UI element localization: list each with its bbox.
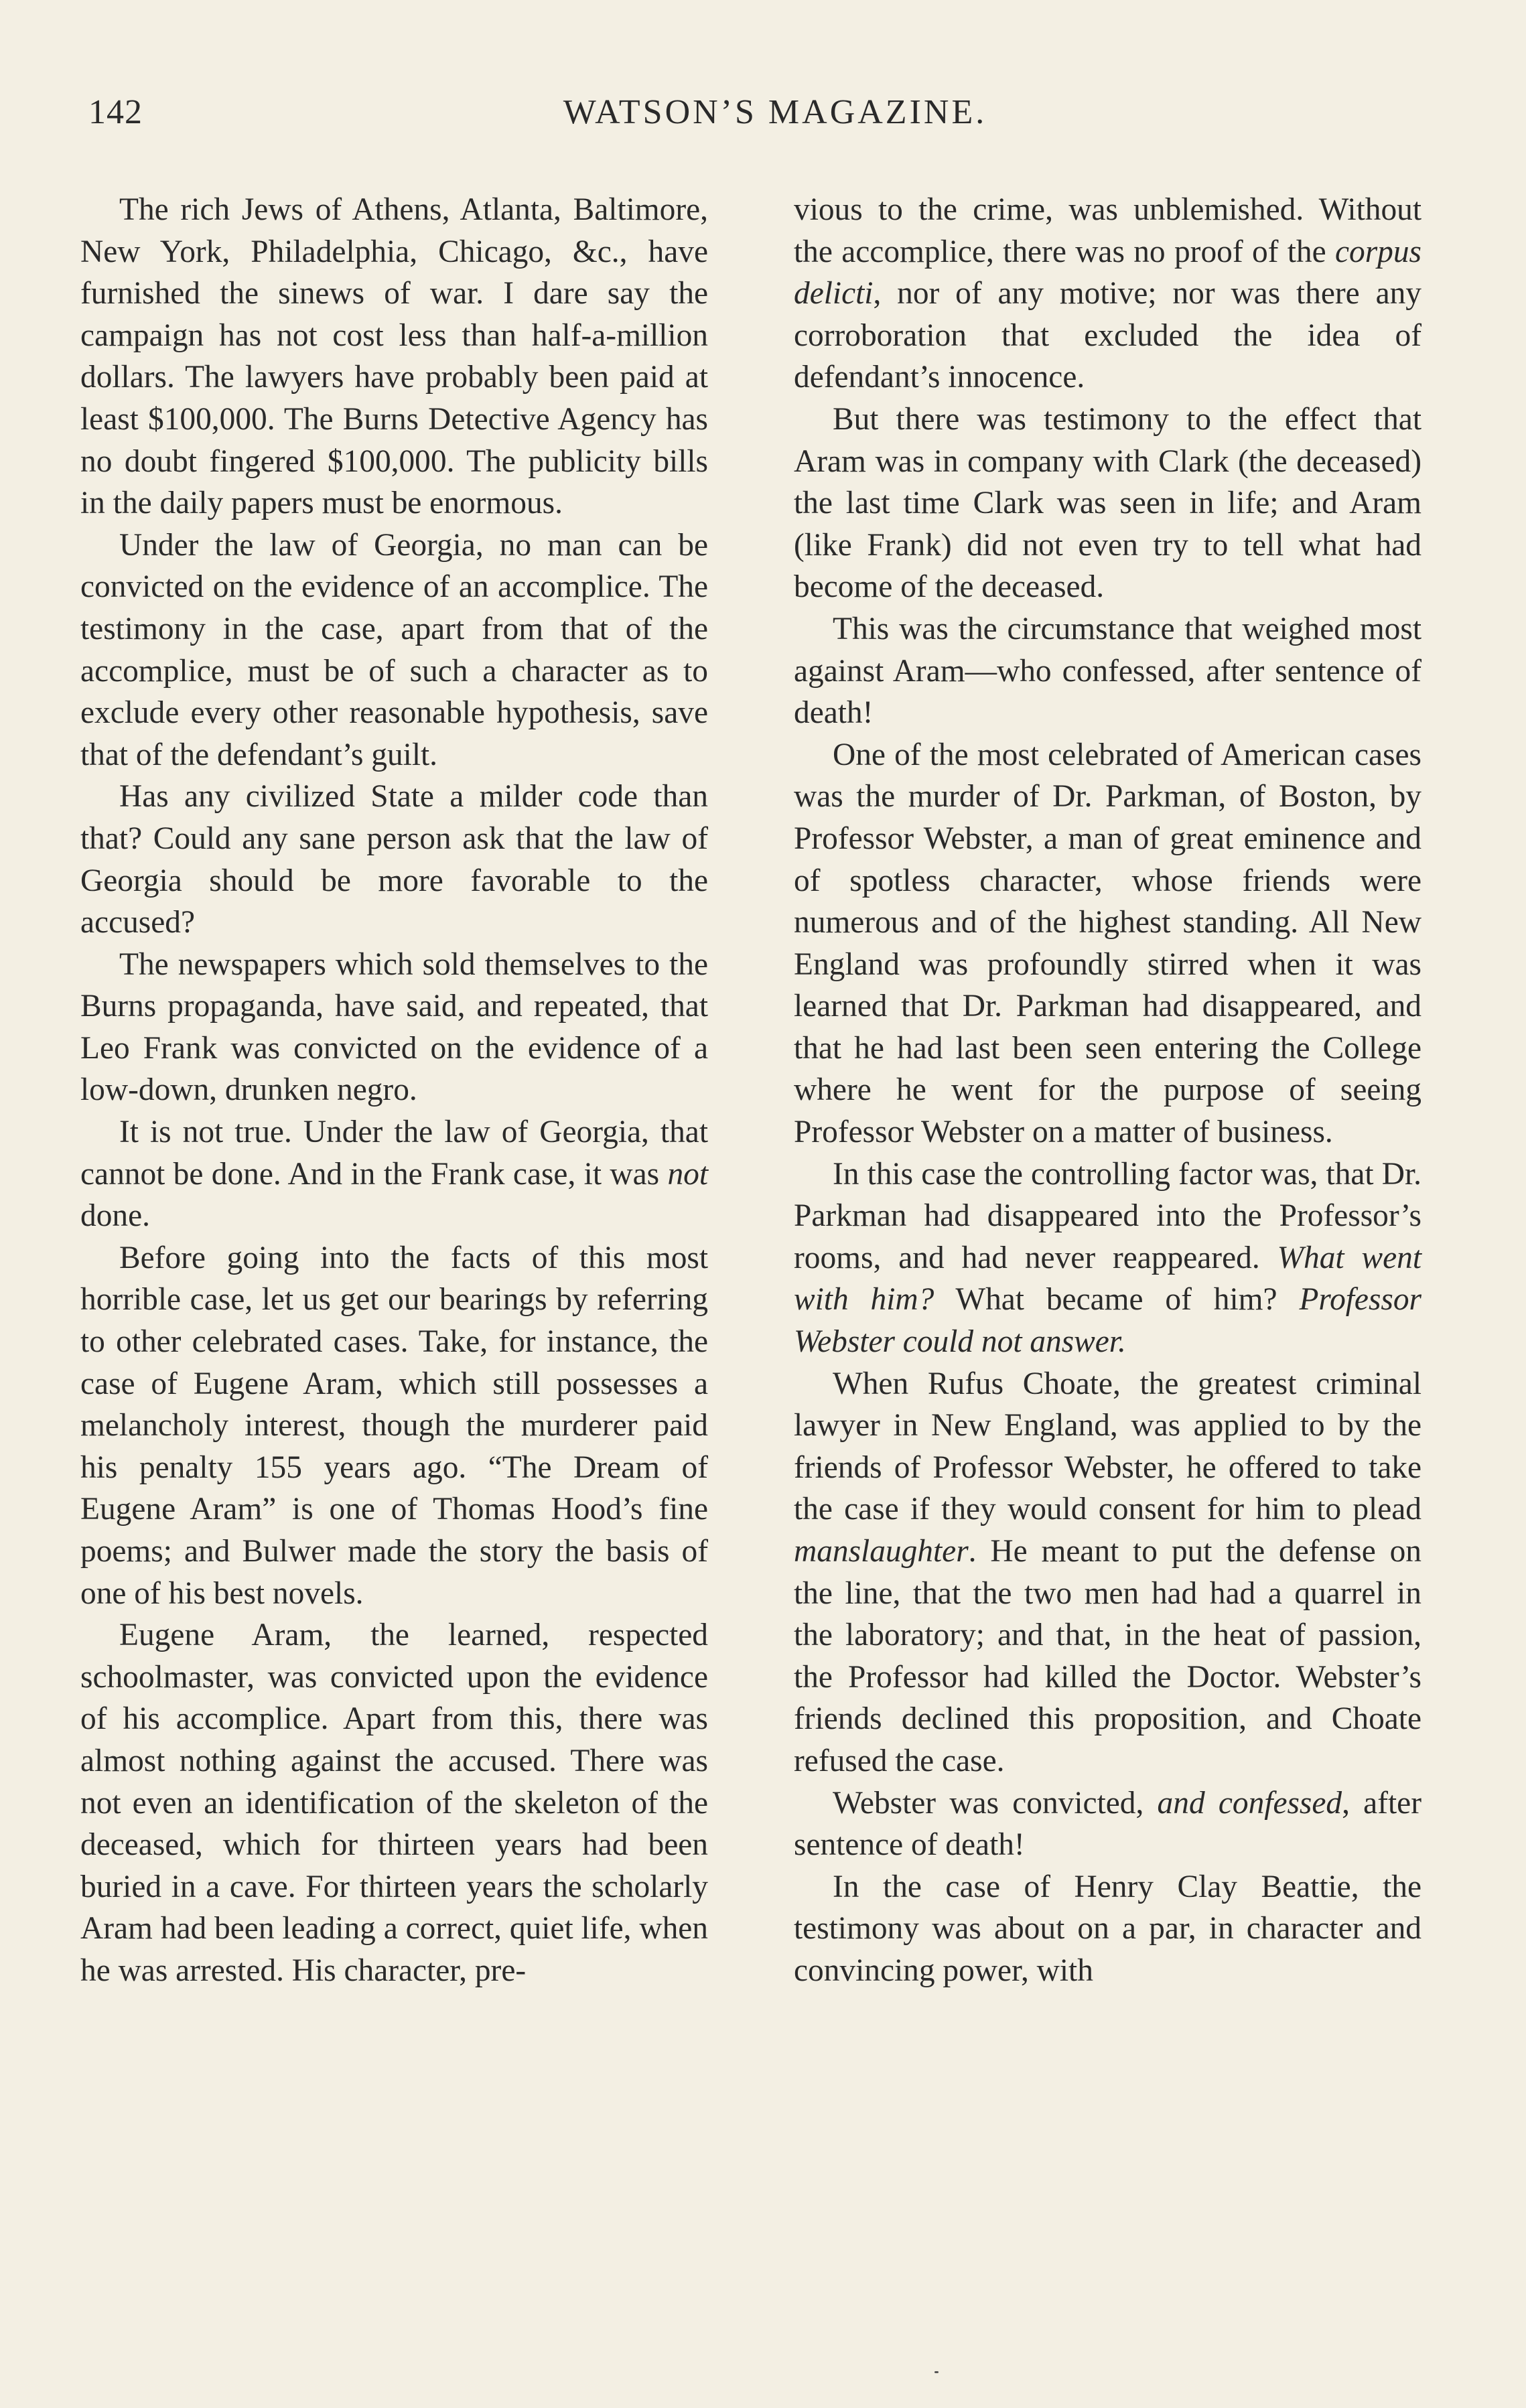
- paragraph: [794, 1153, 1421, 1363]
- right-column: [794, 189, 1421, 1992]
- paragraph: Has any civilized State a milder code than that? Could any sane person ask that the law of Georgia should be more favorable to the accused?: [80, 779, 708, 940]
- paragraph: The rich Jews of Athens, Atlanta, Baltimore, New York, Philadelphia, Chicago, &c., have furnished the sinews of war. I dare say the campaign has not cost less than half-a-million dollars. The lawyers have probably been paid at least $100,000. The Burns Detective Agency has no doubt fingered $100,000. The publicity bills in the daily papers must be enormous.: [80, 192, 708, 521]
- paragraph: But there was testimony to the effect that Aram was in company with Clark (the deceased) the last time Clark was seen in life; and Aram (like Frank) did not even try to tell what had become of the deceased.: [794, 401, 1421, 605]
- paragraph-continued: [794, 189, 1421, 399]
- paragraph: [80, 1111, 708, 1237]
- paragraph-text: , nor of any motive; nor was there any corroboration that excluded the idea of defendant’s innocence.: [794, 276, 1421, 395]
- paragraph-text: What became of him?: [934, 1282, 1300, 1318]
- emphasis: not: [667, 1156, 708, 1192]
- paragraph: This was the circumstance that weighed most against Aram—who confessed, after sentence of death!: [794, 611, 1421, 731]
- paragraph-text: . He meant to put the defense on the line, that the two men had had a quarrel in the laboratory; and that, in the heat of passion, the Professor had killed the Doctor. Webster’s friends declined this proposition, and Choate refused the case.: [794, 1534, 1421, 1778]
- running-title: WATSON’S MAGAZINE.: [563, 93, 987, 131]
- emphasis: and confessed: [1157, 1785, 1342, 1821]
- paragraph: Under the law of Georgia, no man can be convicted on the evidence of an accomplice. The testimony in the case, apart from that of the accomplice, must be of such a character as to exclude every other reasonable hypothesis, save that of the defendant’s guilt.: [80, 527, 708, 772]
- paragraph: Before going into the facts of this most horrible case, let us get our bearings by referring to other celebrated cases. Take, for instance, the case of Eugene Aram, which still possesses a melancholy interest, though the murderer paid his penalty 155 years ago. “The Dream of Eugene Aram” is one of Thomas Hood’s fine poems; and Bulwer made the story the basis of one of his best novels.: [80, 1240, 708, 1611]
- paragraph: In the case of Henry Clay Beattie, the testimony was about on a par, in character and convincing power, with: [794, 1869, 1421, 1988]
- printer-mark: [934, 2371, 939, 2373]
- paragraph: Eugene Aram, the learned, respected schoolmaster, was convicted upon the evidence of his accomplice. Apart from this, there was almost nothing against the accused. There was not even an identification of the skeleton of the deceased, which for thirteen years had been buried in a cave. For thirteen years the scholarly Aram had been leading a correct, quiet life, when he was arrested. His character, pre-: [80, 1618, 708, 1988]
- paragraph: [794, 1782, 1421, 1866]
- page-header: [88, 92, 1462, 146]
- paragraph: The newspapers which sold themselves to the Burns propaganda, have said, and repeated, that Leo Frank was convicted on the evidence of a low-down, drunken negro.: [80, 946, 708, 1108]
- emphasis: corpus delicti: [794, 234, 1421, 311]
- paragraph-text: In this case the controlling factor was, that Dr. Parkman had disappeared into the Professor’s rooms, and had never reappeared.: [794, 1156, 1421, 1275]
- paragraph-text: done.: [80, 1198, 150, 1234]
- emphasis: Professor Webster could not answer.: [794, 1282, 1421, 1360]
- paragraph: [794, 1363, 1421, 1782]
- paragraph-text: Webster was convicted,: [833, 1785, 1158, 1821]
- paragraph: One of the most celebrated of American cases was the murder of Dr. Parkman, of Boston, by Professor Webster, a man of great eminence and of spotless character, whose friends were numerous and of the highest standing. All New England was profoundly stirred when it was learned that Dr. Parkman had disappeared, and that he had last been seen entering the College where he went for the purpose of seeing Professor Webster on a matter of business.: [794, 737, 1421, 1150]
- emphasis: manslaughter: [794, 1534, 969, 1569]
- left-column: [80, 189, 708, 1992]
- paragraph-text: vious to the crime, was unblemished. Without the accomplice, there was no proof of the: [794, 192, 1421, 269]
- emphasis: What went with him?: [794, 1240, 1421, 1318]
- paragraph-text: When Rufus Choate, the greatest criminal lawyer in New England, was applied to by the friends of Professor Webster, he offered to take the case if they would consent for him to plead: [794, 1366, 1421, 1527]
- paragraph-text: It is not true. Under the law of Georgia, that cannot be done. And in the Frank case, it was: [80, 1115, 708, 1192]
- paragraph-text: , after sentence of death!: [794, 1785, 1421, 1863]
- page-number: 142: [88, 93, 143, 131]
